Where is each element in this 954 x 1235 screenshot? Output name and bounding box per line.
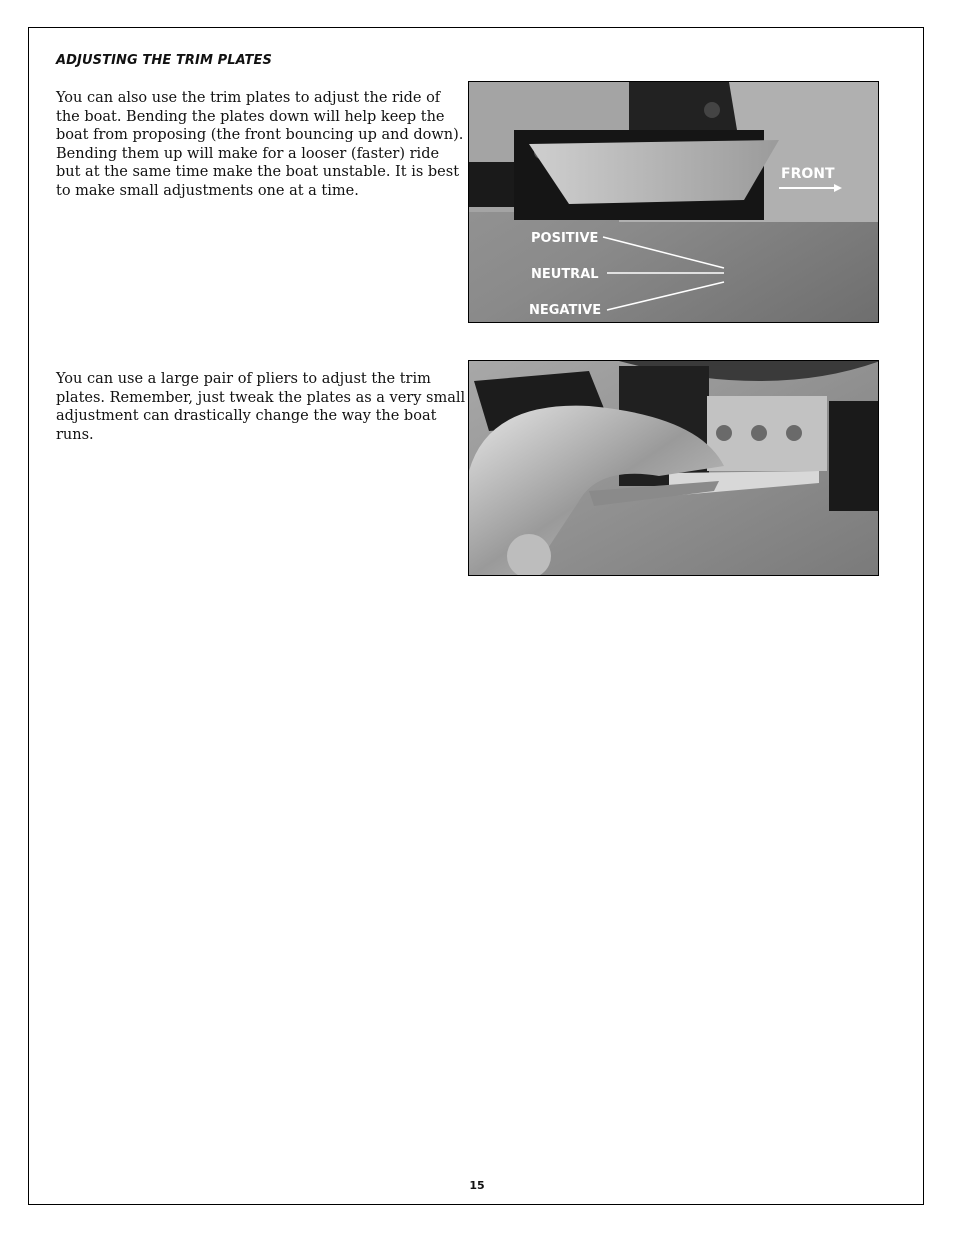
front-label: FRONT	[781, 166, 835, 182]
page-number: 15	[469, 1179, 485, 1192]
pliers-adjusting-photo	[468, 360, 879, 576]
section-heading: ADJUSTING THE TRIM PLATES	[56, 53, 272, 68]
negative-label: NEGATIVE	[529, 303, 602, 318]
trim-plate-ride-paragraph: You can also use the trim plates to adjust the ride of the boat. Bending the plates down will help keep the boat from proposing (the front bouncing up and down). Bending them up will make for a looser (faster) ride but at the same time make the boat unstable. It is best to make small adjustments one at a time.	[56, 90, 464, 199]
positive-label: POSITIVE	[531, 231, 599, 246]
trim-plate-angle-photo	[468, 81, 879, 323]
pliers-paragraph: You can use a large pair of pliers to adjust the trim plates. Remember, just tweak the plates as a very small adjustment can drastically change the way the boat runs.	[56, 371, 466, 443]
neutral-label: NEUTRAL	[531, 267, 599, 282]
